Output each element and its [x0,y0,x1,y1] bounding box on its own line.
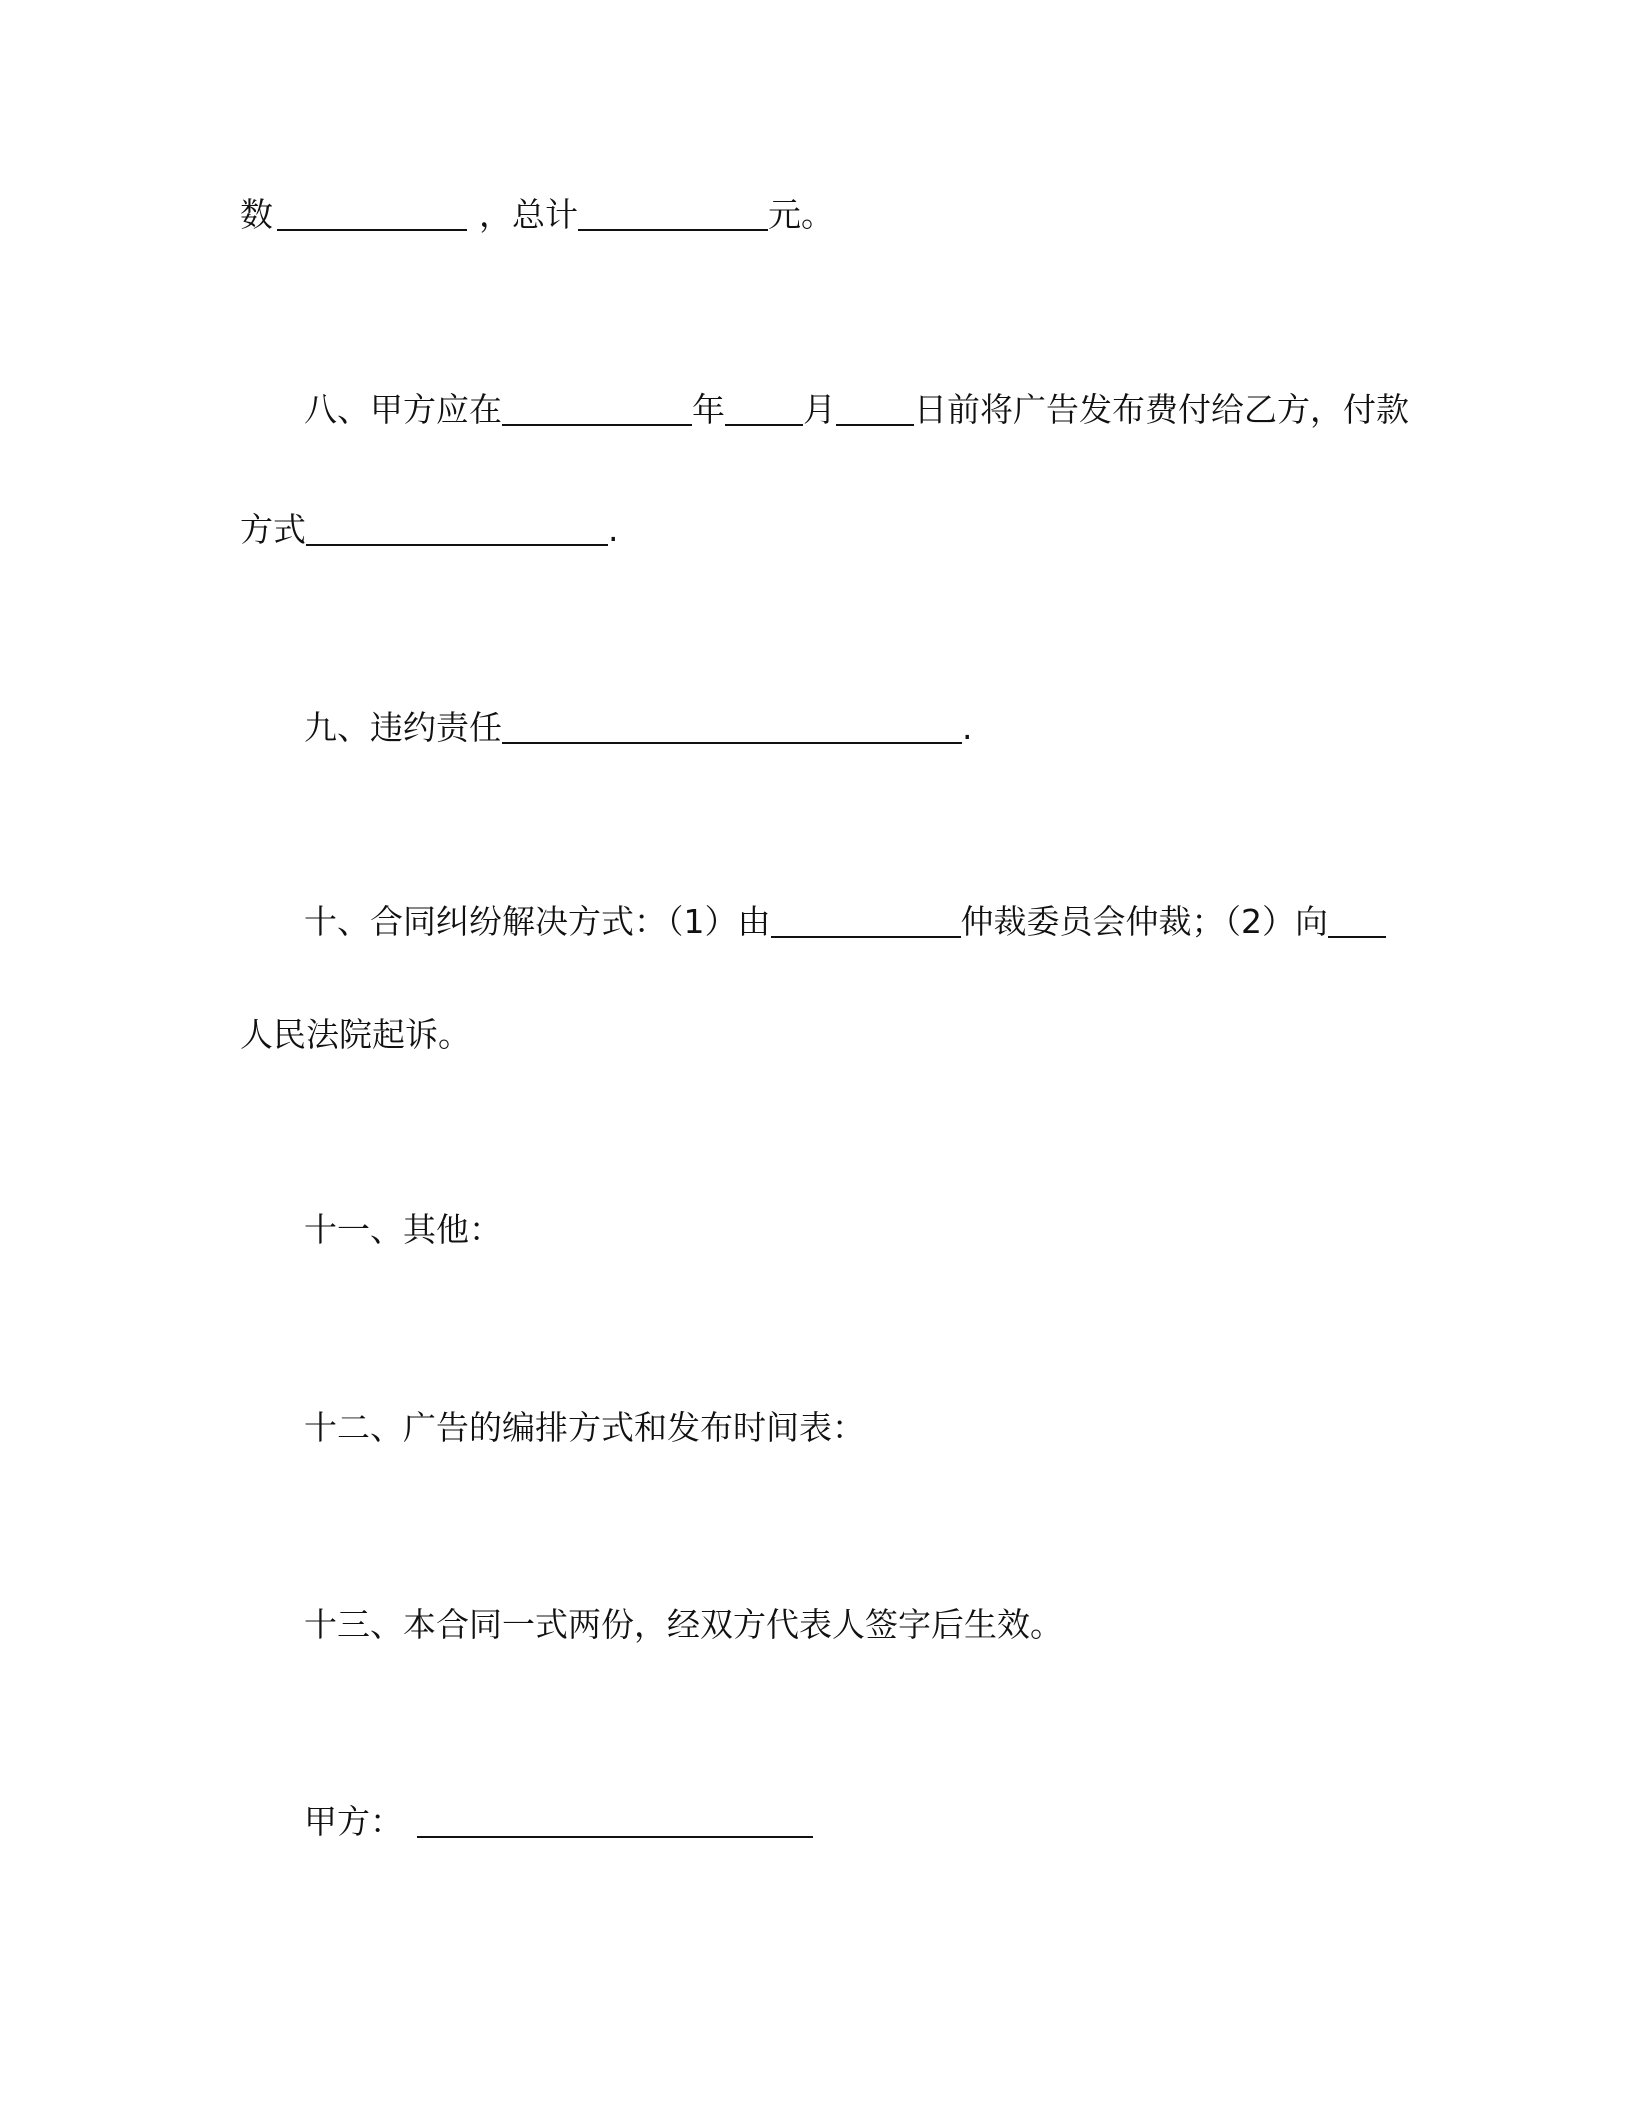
breach-liability-blank[interactable] [502,712,962,744]
party-a-signature-line [304,1802,813,1842]
court-blank[interactable] [1328,906,1386,938]
clause7-text-total: ，总计 [479,195,578,234]
quantity-blank[interactable] [277,199,467,231]
clause11-line [304,1210,502,1250]
payment-method-blank[interactable] [306,514,608,546]
clause7-text-count: 数 [240,195,273,234]
clause8-text-period: . [608,510,619,549]
payment-year-blank[interactable] [502,394,692,426]
clause8-text-rest: 日前将广告发布费付给乙方，付款 [914,390,1409,429]
clause9-text-period: . [962,708,973,747]
total-amount-blank[interactable] [578,199,768,231]
clause8-line2 [240,510,619,550]
clause13-line [304,1605,1063,1645]
clause10-text-arbitration: 仲裁委员会仲裁；（2）向 [960,902,1328,941]
arbitration-committee-blank[interactable] [771,906,961,938]
clause13-text: 十三、本合同一式两份，经双方代表人签字后生效。 [304,1605,1063,1644]
clause7-tail-line [240,195,834,235]
clause9-text: 九、违约责任 [304,708,502,747]
party-a-label: 甲方： [304,1802,403,1841]
clause9-line [304,708,973,748]
payment-day-blank[interactable] [836,394,914,426]
payment-month-blank[interactable] [725,394,803,426]
party-a-signature-blank[interactable] [417,1806,813,1838]
clause7-text-yuan: 元。 [768,195,834,234]
clause8-text-intro: 八、甲方应在 [304,390,502,429]
clause12-line [304,1408,865,1448]
clause12-text: 十二、广告的编排方式和发布时间表： [304,1408,865,1447]
clause8-text-month: 月 [803,390,836,429]
clause11-text: 十一、其他： [304,1210,502,1249]
clause8-text-year: 年 [692,390,725,429]
clause10-line1 [304,902,1386,942]
clause10-line2 [240,1015,471,1055]
clause10-text-intro: 十、合同纠纷解决方式：（1）由 [304,902,771,941]
clause8-text-method: 方式 [240,510,306,549]
clause8-line1 [304,390,1409,430]
clause10-text-court: 人民法院起诉。 [240,1015,471,1054]
